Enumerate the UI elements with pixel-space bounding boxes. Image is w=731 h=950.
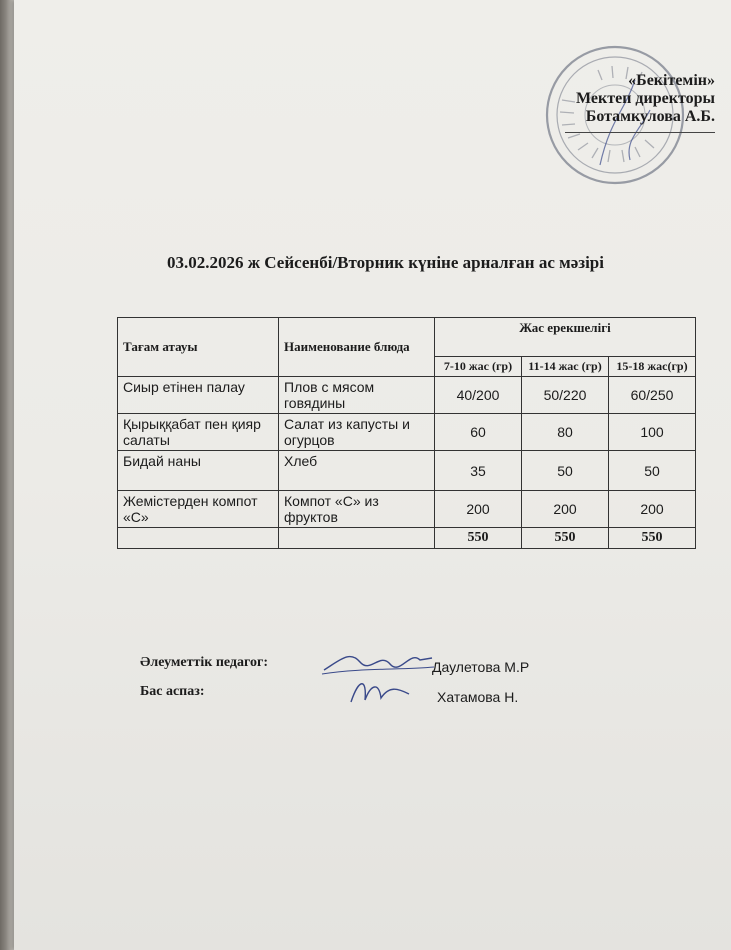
approval-block (565, 72, 715, 133)
header-age-1: 7-10 жас (гр) (435, 357, 522, 377)
approval-name: Ботамкулова А.Б. (585, 108, 715, 125)
chef-label: Бас аспаз: (140, 684, 205, 699)
portion-15-18: 100 (609, 414, 696, 451)
portion-7-10: 35 (435, 451, 522, 491)
approval-position: Мектеп директоры (576, 90, 715, 107)
totals-row (118, 528, 696, 549)
dish-kz: Жемістерден компот «С» (118, 491, 279, 528)
approval-heading: «Бекітемін» (628, 72, 715, 89)
dish-ru: Плов с мясом говядины (279, 377, 435, 414)
table-row (118, 491, 696, 528)
table-row (118, 377, 696, 414)
page-title: 03.02.2026 ж Сейсенбі/Вторник күніне арналған ас мәзірі (166, 253, 604, 272)
total-15-18: 550 (609, 528, 696, 549)
social-pedagogue-name: Даулетова М.Р (432, 659, 530, 675)
header-age-2: 11-14 жас (гр) (522, 357, 609, 377)
portion-7-10: 60 (435, 414, 522, 451)
totals-empty-kz (118, 528, 279, 549)
table-row (118, 414, 696, 451)
social-pedagogue-label: Әлеуметтік педагог: (140, 655, 269, 670)
chef-name: Хатамова Н. (437, 689, 519, 705)
totals-empty-ru (279, 528, 435, 549)
header-age-3: 15-18 жас(гр) (609, 357, 696, 377)
total-11-14: 550 (522, 528, 609, 549)
header-dish-kz: Тағам атауы (118, 318, 279, 377)
table-row (118, 451, 696, 491)
portion-11-14: 80 (522, 414, 609, 451)
dish-ru: Хлеб (279, 451, 435, 491)
table-header-row (118, 318, 696, 357)
portion-11-14: 200 (522, 491, 609, 528)
total-7-10: 550 (435, 528, 522, 549)
portion-15-18: 200 (609, 491, 696, 528)
header-age-groups: Жас ерекшелігі (435, 318, 696, 357)
approval-signature-line (565, 132, 715, 133)
dish-kz: Қырыққабат пен қияр салаты (118, 414, 279, 451)
portion-7-10: 40/200 (435, 377, 522, 414)
portion-11-14: 50/220 (522, 377, 609, 414)
portion-7-10: 200 (435, 491, 522, 528)
dish-ru: Компот «С» из фруктов (279, 491, 435, 528)
menu-table (117, 317, 696, 549)
chef-signature (345, 672, 415, 712)
dish-kz: Бидай наны (118, 451, 279, 491)
dish-ru: Салат из капусты и огурцов (279, 414, 435, 451)
header-dish-ru: Наименование блюда (279, 318, 435, 377)
dish-kz: Сиыр етінен палау (118, 377, 279, 414)
portion-15-18: 60/250 (609, 377, 696, 414)
portion-15-18: 50 (609, 451, 696, 491)
portion-11-14: 50 (522, 451, 609, 491)
